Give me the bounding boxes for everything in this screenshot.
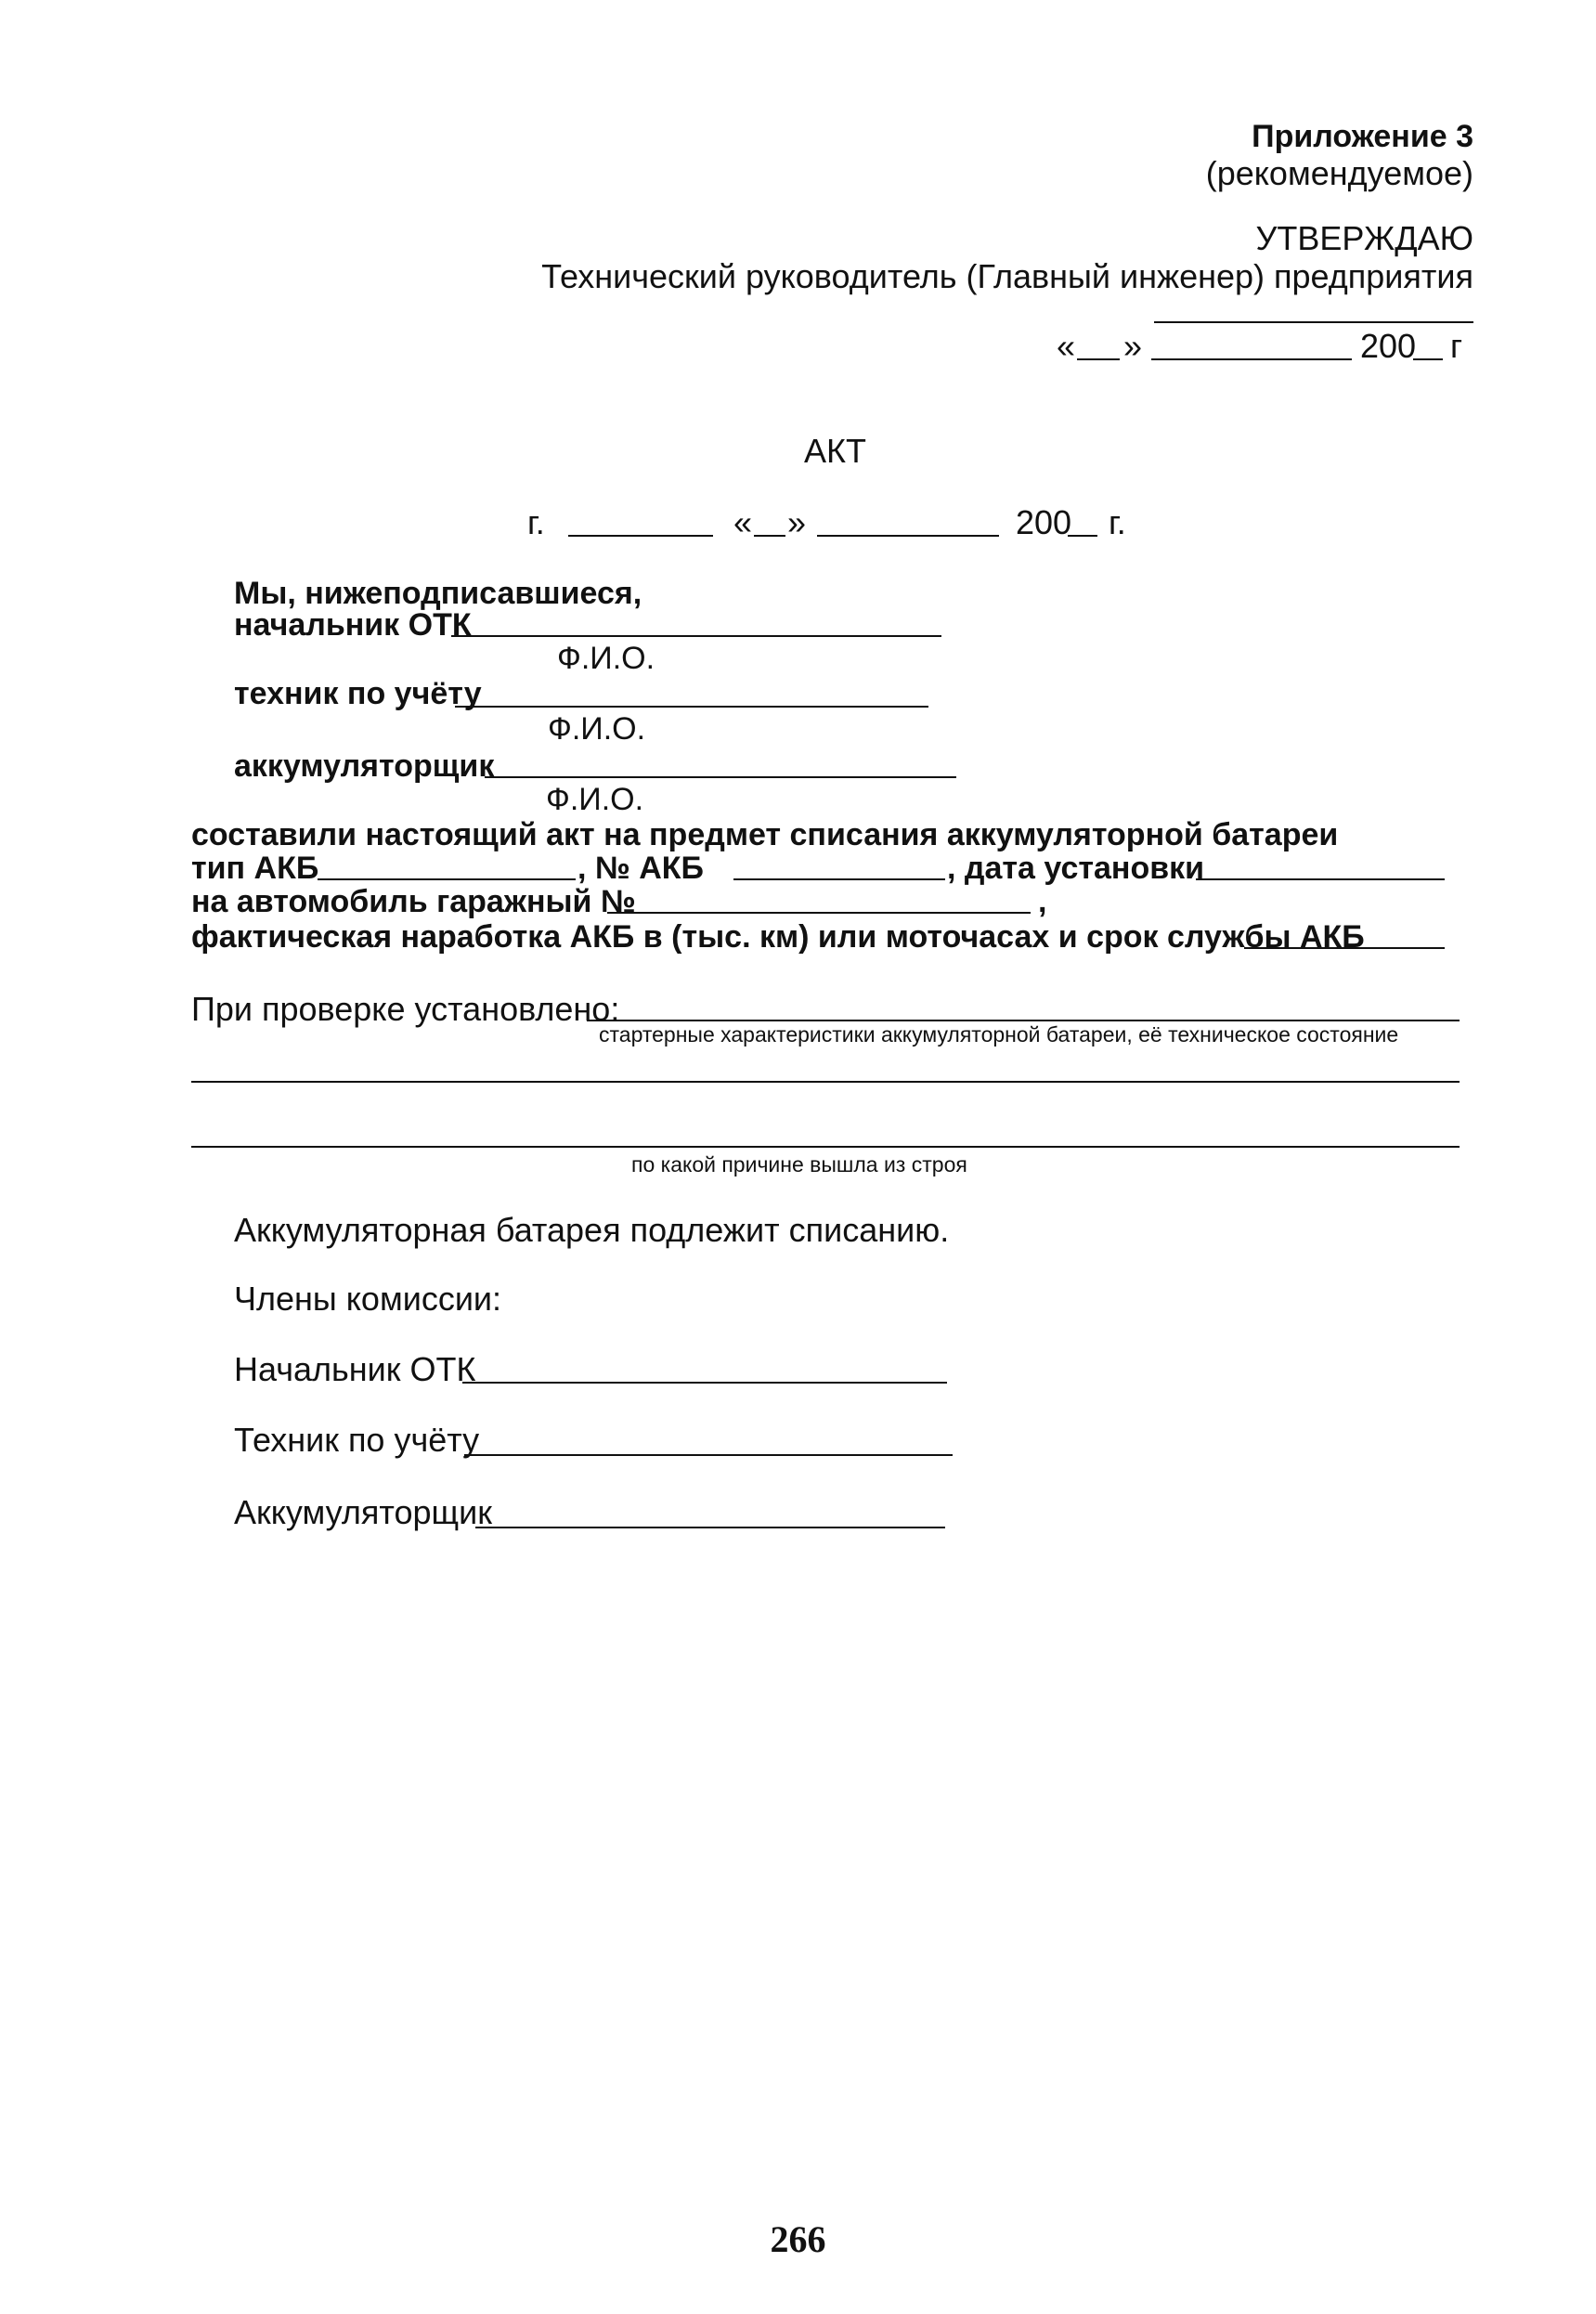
commission-battery-tech-signature[interactable] [475,1527,945,1528]
accounting-tech-field[interactable] [455,706,928,708]
otk-head-fio-caption: Ф.И.О. [557,641,655,676]
approve-date-close-quote: » [1123,327,1143,365]
approve-date-open-quote: « [1057,327,1076,365]
act-date-close-quote: » [787,503,807,541]
purpose-text: составили настоящий акт на предмет списания аккумуляторной батареи [191,817,1339,852]
act-date-open-quote: « [733,503,753,541]
approver-position: Технический руководитель (Главный инженер) предприятия [541,257,1473,295]
act-day-field[interactable] [754,535,785,537]
city-field[interactable] [568,535,713,537]
page-number: 266 [770,2218,826,2260]
battery-type-label: тип АКБ [191,851,319,886]
vehicle-number-suffix: , [1038,884,1047,919]
battery-number-label: , № АКБ [577,851,704,886]
commission-otk-head-signature[interactable] [462,1382,947,1384]
act-year-field[interactable] [1068,535,1097,537]
inspection-extra-field[interactable] [191,1081,1460,1083]
conclusion-text: Аккумуляторная батарея подлежит списанию. [234,1211,950,1249]
signatories-intro: Мы, нижеподписавшиеся, [234,576,642,611]
accounting-tech-label: техник по учёту [234,676,482,711]
act-year-prefix: 200 [1016,503,1072,541]
approve-month-field[interactable] [1151,358,1352,360]
battery-tech-field[interactable] [485,776,956,778]
approve-label: УТВЕРЖДАЮ [1255,219,1473,257]
mileage-label: фактическая наработка АКБ в (тыс. км) или моточасах и срок службы АКБ [191,919,1365,955]
accounting-tech-fio-caption: Ф.И.О. [548,711,646,747]
commission-accounting-tech-signature[interactable] [464,1454,953,1456]
battery-type-field[interactable] [318,878,576,880]
act-year-suffix: г. [1109,503,1126,541]
approver-signature-line[interactable] [1154,321,1473,323]
inspection-state-field[interactable] [587,1020,1460,1021]
inspection-label: При проверке установлено: [191,990,620,1028]
commission-otk-head-label: Начальник ОТК [234,1350,476,1388]
approve-day-field[interactable] [1077,358,1120,360]
vehicle-number-field[interactable] [607,912,1031,914]
commission-title: Члены комиссии: [234,1280,502,1318]
approve-year-suffix: г [1450,327,1463,365]
approve-year-field[interactable] [1413,358,1443,360]
battery-tech-fio-caption: Ф.И.О. [546,782,644,817]
install-date-label: , дата установки [947,851,1205,886]
appendix-label: Приложение 3 [1252,119,1473,154]
document-title: АКТ [804,432,866,470]
battery-number-field[interactable] [733,878,945,880]
inspection-reason-field[interactable] [191,1146,1460,1148]
otk-head-field[interactable] [451,635,941,637]
vehicle-number-label: на автомобиль гаражный № [191,884,636,919]
city-prefix: г. [527,503,545,541]
battery-tech-label: аккумуляторщик [234,748,495,784]
commission-accounting-tech-label: Техник по учёту [234,1421,480,1459]
recommended-label: (рекомендуемое) [1205,154,1473,192]
inspection-state-caption: стартерные характеристики аккумуляторной батареи, её техническое состояние [599,1022,1399,1046]
commission-battery-tech-label: Аккумуляторщик [234,1493,492,1531]
approve-year-prefix: 200 [1360,327,1417,365]
otk-head-label: начальник ОТК [234,607,472,643]
inspection-reason-caption: по какой причине вышла из строя [631,1152,967,1176]
install-date-field[interactable] [1196,878,1445,880]
act-month-field[interactable] [817,535,999,537]
mileage-field[interactable] [1244,947,1445,949]
